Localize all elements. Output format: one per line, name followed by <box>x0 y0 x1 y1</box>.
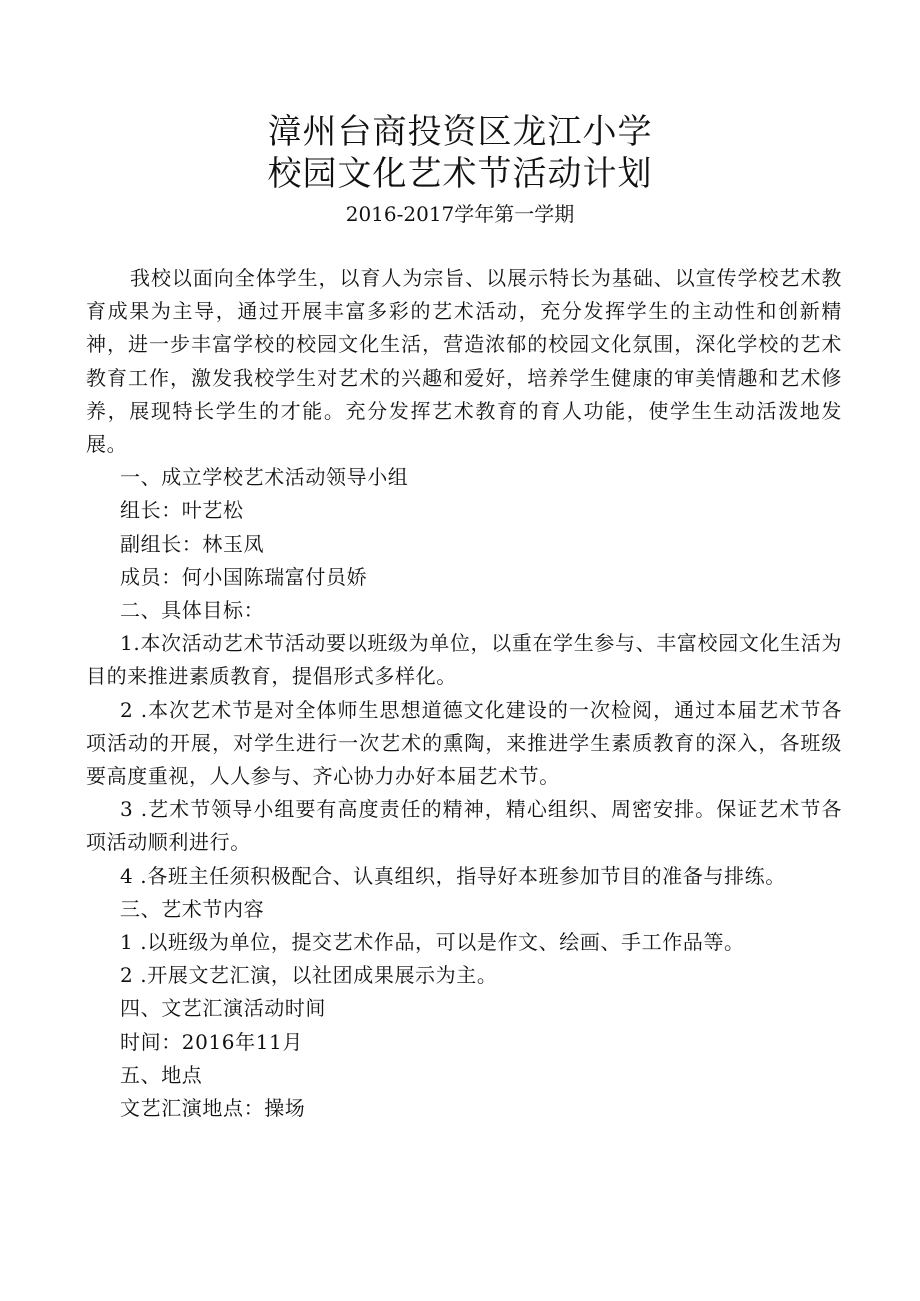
title-line-2: 校园文化艺术节活动计划 <box>267 154 653 194</box>
document-body <box>86 262 842 1125</box>
content-item-2: 2 .开展文艺汇演，以社团成果展示为主。 <box>120 963 498 988</box>
goal-item-4: 4 .各班主任须积极配合、认真组织，指导好本班参加节目的准备与排练。 <box>120 863 786 888</box>
title-line-1: 漳州台商投资区龙江小学 <box>267 112 653 152</box>
time-line: 时间：2016年11月 <box>120 1029 303 1054</box>
section-heading-3: 三、艺术节内容 <box>120 896 265 921</box>
deputy-leader-line: 副组长：林玉凤 <box>120 531 265 556</box>
goal-item-1: 1.本次活动艺术节活动要以班级为单位，以重在学生参与、丰富校园文化生活为目的来推进素质教育，提倡形式多样化。 <box>86 631 842 689</box>
leader-line: 组长：叶艺松 <box>120 498 244 523</box>
venue-line: 文艺汇演地点：操场 <box>120 1096 306 1121</box>
goal-item-2: 2 .本次艺术节是对全体师生思想道德文化建设的一次检阅，通过本届艺术节各项活动的开展，对学生进行一次艺术的熏陶，来推进学生素质教育的深入，各班级要高度重视，人人参与、齐心协力办好本届艺术节。 <box>86 697 842 789</box>
content-item-1: 1 .以班级为单位，提交艺术作品，可以是作文、绘画、手工作品等。 <box>120 930 745 955</box>
intro-paragraph: 我校以面向全体学生，以育人为宗旨、以展示特长为基础、以宣传学校艺术教育成果为主导，通过开展丰富多彩的艺术活动，充分发挥学生的主动性和创新精神，进一步丰富学校的校园文化生活，营造浓郁的校园文化氛围，深化学校的艺术教育工作，激发我校学生对艺术的兴趣和爱好，培养学生健康的审美情趣和艺术修养，展现特长学生的才能。充分发挥艺术教育的育人功能，使学生生动活泼地发展。 <box>86 266 842 457</box>
goal-item-3: 3 .艺术节领导小组要有高度责任的精神，精心组织、周密安排。保证艺术节各项活动顺利进行。 <box>86 797 842 855</box>
members-line: 成员：何小国陈瑞富付员娇 <box>120 564 368 589</box>
section-heading-2: 二、具体目标： <box>120 598 265 623</box>
subtitle: 2016-2017学年第一学期 <box>345 202 575 226</box>
section-heading-5: 五、地点 <box>120 1062 203 1087</box>
section-heading-1: 一、成立学校艺术活动领导小组 <box>120 465 409 490</box>
section-heading-4: 四、文艺汇演活动时间 <box>120 996 326 1021</box>
